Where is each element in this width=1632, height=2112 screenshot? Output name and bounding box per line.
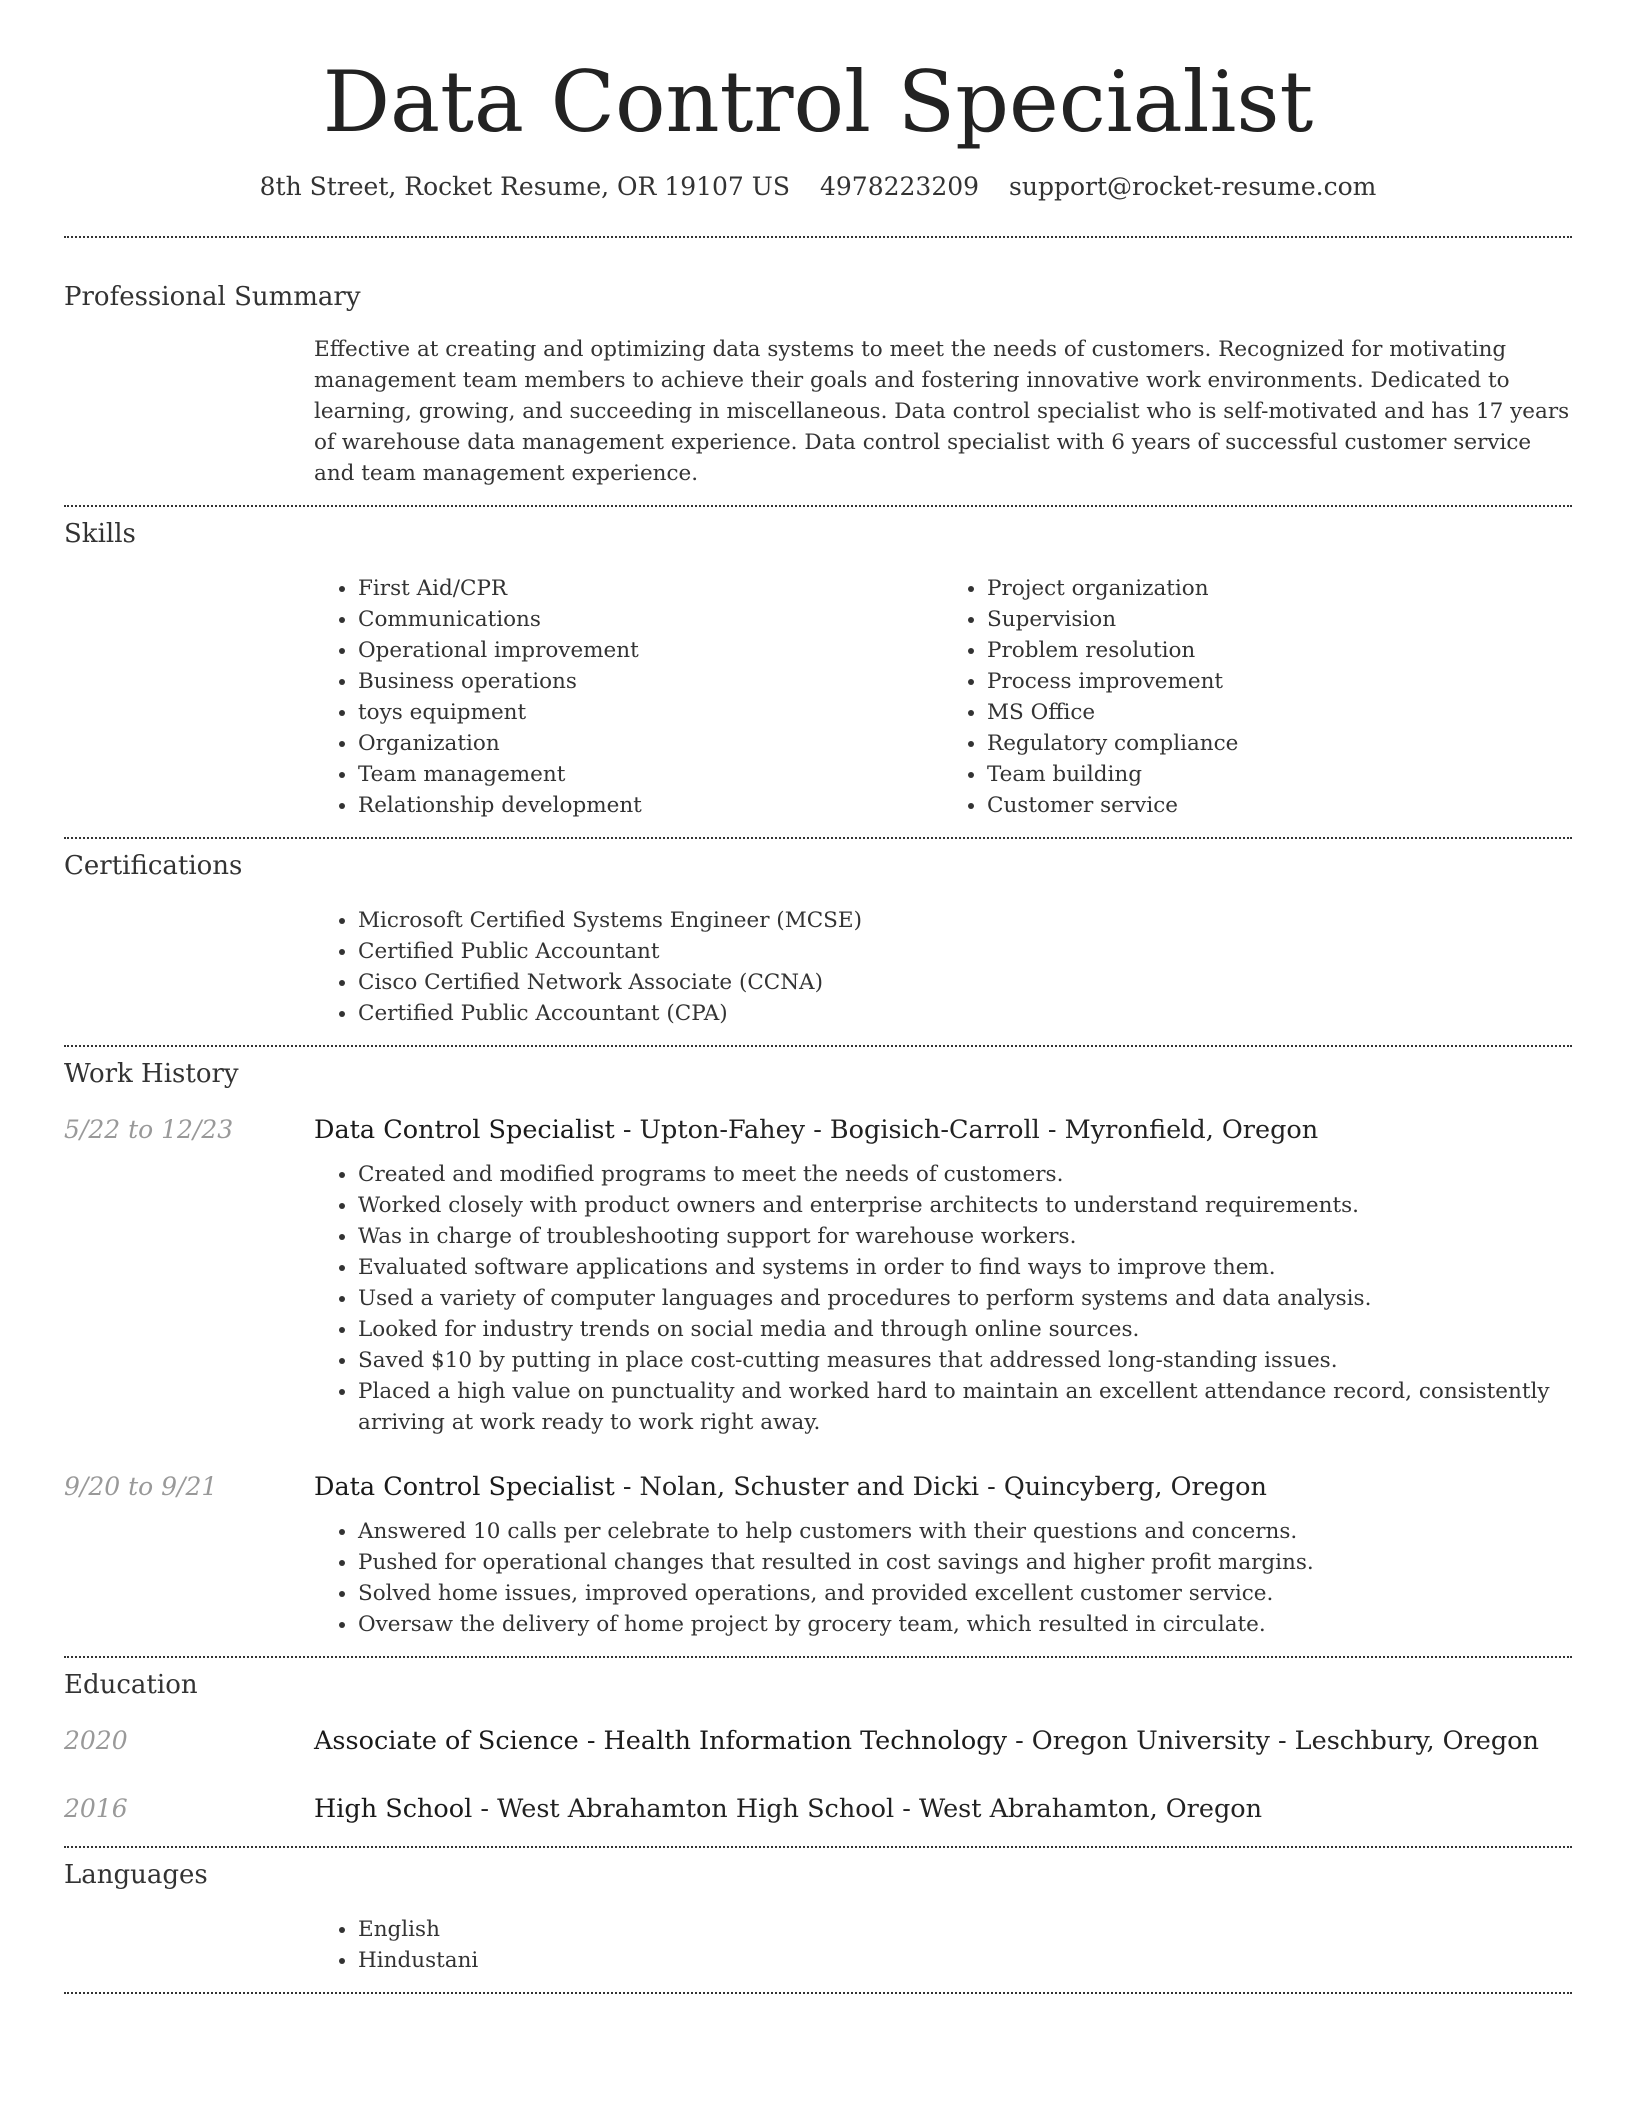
section-title-certifications: Certifications: [64, 851, 243, 881]
job-dates: 9/20 to 9/21: [64, 1472, 218, 1501]
skills-section: [64, 517, 1572, 821]
job-bullet: • Used a variety of computer languages and procedures to perform systems and data analysis.: [358, 1283, 1572, 1314]
contact-address: 8th Street, Rocket Resume, OR 19107 US: [259, 172, 790, 201]
language-item: • Hindustani: [358, 1945, 1572, 1976]
section-title-education: Education: [64, 1670, 198, 1700]
skill-item: • Communications: [358, 604, 943, 635]
job-bullet: • Looked for industry trends on social media and through online sources.: [358, 1314, 1572, 1345]
skill-item: • Process improvement: [987, 666, 1572, 697]
skill-item: • Organization: [358, 728, 943, 759]
education-year: 2016: [64, 1794, 128, 1823]
language-item: • English: [358, 1914, 1572, 1945]
resume-page: [64, 0, 1572, 1994]
section-title-summary: Professional Summary: [64, 282, 361, 312]
skill-item: • Team building: [987, 759, 1572, 790]
education-degree: High School: [314, 1794, 473, 1824]
summary-section: [64, 280, 1572, 489]
education-year: 2020: [64, 1726, 128, 1755]
skill-item: • Business operations: [358, 666, 943, 697]
skills-list-left: [314, 573, 943, 821]
skill-item: • Team management: [358, 759, 943, 790]
job-bullet: • Answered 10 calls per celebrate to help customers with their questions and concerns.: [358, 1516, 1572, 1547]
skill-item: • Project organization: [987, 573, 1572, 604]
certifications-section: [64, 849, 1572, 1029]
certification-item: • Microsoft Certified Systems Engineer (MCSE): [358, 905, 1572, 936]
job-title: [314, 1470, 1267, 1504]
work-history-section: [64, 1057, 1572, 1640]
divider: [64, 1656, 1572, 1658]
job-bullet: • Created and modified programs to meet the needs of customers.: [358, 1159, 1572, 1190]
job-dates: 5/22 to 12/23: [64, 1115, 234, 1144]
job-bullet: • Pushed for operational changes that resulted in cost savings and higher profit margins.: [358, 1547, 1572, 1578]
languages-section: [64, 1858, 1572, 1976]
resume-name: Data Control Specialist: [322, 53, 1314, 151]
skill-item: • Supervision: [987, 604, 1572, 635]
job-entry: [64, 1113, 1572, 1147]
contact-phone: 4978223209: [819, 172, 980, 201]
job-bullet: • Was in charge of troubleshooting support for warehouse workers.: [358, 1221, 1572, 1252]
education-entry: [64, 1792, 1572, 1826]
skill-item: • Operational improvement: [358, 635, 943, 666]
section-title-languages: Languages: [64, 1860, 208, 1890]
skill-item: • Regulatory compliance: [987, 728, 1572, 759]
job-bullet: • Evaluated software applications and systems in order to find ways to improve them.: [358, 1252, 1572, 1283]
divider: [64, 1045, 1572, 1047]
divider: [64, 837, 1572, 839]
contact-email: support@rocket-resume.com: [1009, 172, 1377, 201]
education-entry: [64, 1724, 1572, 1758]
summary-text: Effective at creating and optimizing data systems to meet the needs of customers. Recognized for motivating management team members to achieve their goals and fostering innovative work environments. Dedicated to learning, growing, and succeeding in miscellaneous. Data control specialist who is self-motivated and has 17 years of warehouse data management experience. Data control specialist with 6 years of successful customer service and team management experience.: [314, 337, 1570, 486]
education-title: [314, 1792, 1262, 1826]
skill-item: • Customer service: [987, 790, 1572, 821]
education-details: - Oregon University - Leschbury, Oregon: [1006, 1726, 1539, 1756]
skill-item: • Relationship development: [358, 790, 943, 821]
job-bullet: • Saved $10 by putting in place cost-cutting measures that addressed long-standing issues.: [358, 1345, 1572, 1376]
contact-line: [64, 170, 1572, 204]
section-title-skills: Skills: [64, 519, 136, 549]
job-title: [314, 1113, 1318, 1147]
skills-list-right: [943, 573, 1572, 821]
skills-columns: [314, 573, 1572, 821]
skill-item: • toys equipment: [358, 697, 943, 728]
divider: [64, 505, 1572, 507]
section-title-work: Work History: [64, 1059, 239, 1089]
job-bullets: [314, 1516, 1572, 1640]
education-title: [314, 1724, 1539, 1758]
job-details: - Upton-Fahey - Bogisich-Carroll - Myronfield, Oregon: [614, 1115, 1319, 1145]
certifications-list: [314, 905, 1572, 1029]
divider: [64, 236, 1572, 238]
certification-item: • Certified Public Accountant: [358, 936, 1572, 967]
certification-item: • Certified Public Accountant (CPA): [358, 998, 1572, 1029]
job-bullet: • Placed a high value on punctuality and worked hard to maintain an excellent attendance record, consistently arriving at work ready to work right away.: [358, 1376, 1572, 1438]
job-bullet: • Oversaw the delivery of home project by grocery team, which resulted in circulate.: [358, 1609, 1572, 1640]
job-details: - Nolan, Schuster and Dicki - Quincyberg, Oregon: [614, 1472, 1267, 1502]
education-section: [64, 1668, 1572, 1826]
job-bullet: • Solved home issues, improved operations, and provided excellent customer service.: [358, 1578, 1572, 1609]
job-role: Data Control Specialist: [314, 1115, 615, 1145]
divider: [64, 1846, 1572, 1848]
job-bullets: [314, 1159, 1572, 1438]
skill-item: • Problem resolution: [987, 635, 1572, 666]
job-bullet: • Worked closely with product owners and enterprise architects to understand requirements.: [358, 1190, 1572, 1221]
skill-item: • MS Office: [987, 697, 1572, 728]
education-degree: Associate of Science - Health Information Technology: [314, 1726, 1007, 1756]
certification-item: • Cisco Certified Network Associate (CCNA): [358, 967, 1572, 998]
skill-item: • First Aid/CPR: [358, 573, 943, 604]
job-entry: [64, 1470, 1572, 1504]
education-details: - West Abrahamton High School - West Abrahamton, Oregon: [472, 1794, 1263, 1824]
languages-list: [314, 1914, 1572, 1976]
job-role: Data Control Specialist: [314, 1472, 615, 1502]
divider: [64, 1992, 1572, 1994]
